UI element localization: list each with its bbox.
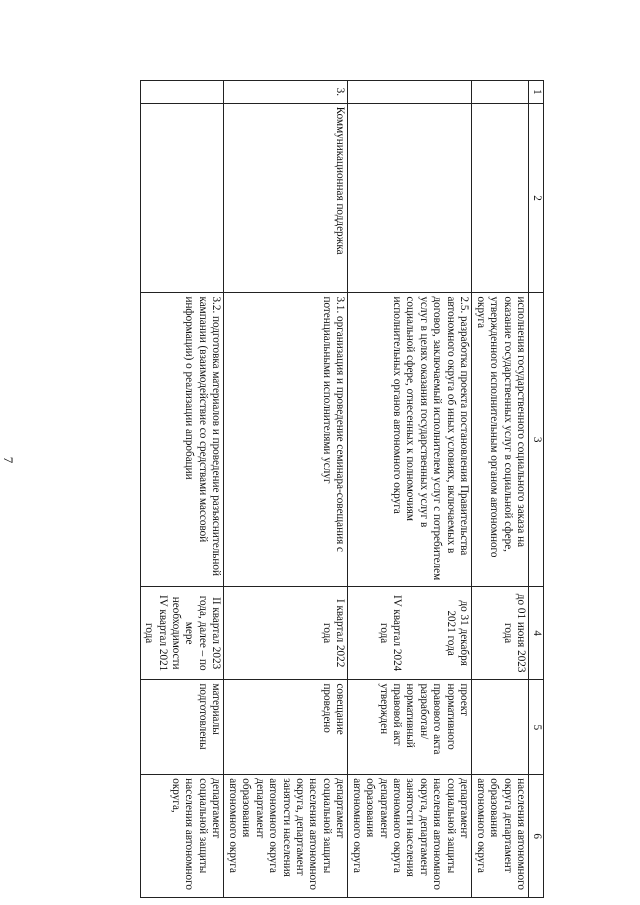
deadline-cell: до 01 июня 2023 года (472, 586, 529, 680)
deadline-value: до 31 декабря 2021 года (444, 600, 471, 666)
result-cell: материалы подготовлены (140, 680, 224, 775)
table-row (472, 81, 529, 898)
result-cell: проект нормативного правового акта разработан/ нормативный правовой акт утвержден (348, 680, 472, 775)
table-row (140, 81, 224, 898)
header-cell: 5 (529, 680, 544, 775)
header-row (529, 81, 544, 898)
responsible-cell: департамент социальной защиты населения автономного округа, (140, 775, 224, 898)
measure-cell: 3.2. подготовка материалов и проведение разъяснительной кампании (взаимодействие со средствами массовой информации) о реализации апробации (140, 293, 224, 586)
responsible-cell: департамент социальной защиты населения автономного округа, департамент занятости населения автономного округа департамент образования автономного округа (348, 775, 472, 898)
deadline-cell (140, 586, 224, 680)
measure-cell: 2.5. разработка проекта постановления Правительства автономного округа об иных условиях, включаемых в договор, заключаемый исполнителем услуг с потребителем услуг в целях оказания государственных услуг в социальной сфере, отнесенных к полномочиям исполнительных органов автономного округа (348, 293, 472, 586)
deadline-value: IV квартал 2024 года (377, 595, 404, 672)
header-cell: 6 (529, 775, 544, 898)
header-cell: 4 (529, 586, 544, 680)
deadline-value: IV квартал 2021 года (143, 595, 169, 672)
section-title: Коммуникационная поддержка (224, 103, 348, 293)
header-cell: 1 (529, 81, 544, 104)
responsible-cell: населения автономного округа департамент образования автономного округа (472, 775, 529, 898)
plan-table (140, 80, 544, 898)
header-cell: 3 (529, 293, 544, 586)
table-row (348, 81, 472, 898)
measure-cell: 3.1. организация и проведение семинара-совещания с потенциальными исполнителями услуг (224, 293, 348, 586)
deadline-cell: I квартал 2022 года (224, 586, 348, 680)
measure-cell: исполнения государственного социального заказа на оказание государственных услуг в социальной сфере, утвержденного исполнительным органом автономного округа (472, 293, 529, 586)
section-row (224, 81, 348, 898)
page-number: 7 (1, 456, 16, 464)
section-number: 3. (224, 81, 348, 104)
responsible-cell: департамент социальной защиты населения автономного округа, департамент занятости населения автономного округа департамент образования автономного округа (224, 775, 348, 898)
result-cell: совещание проведено (224, 680, 348, 775)
deadline-cell (348, 586, 472, 680)
deadline-value: II квартал 2023 года, далее – по мере необходимости (170, 595, 223, 671)
header-cell: 2 (529, 103, 544, 293)
